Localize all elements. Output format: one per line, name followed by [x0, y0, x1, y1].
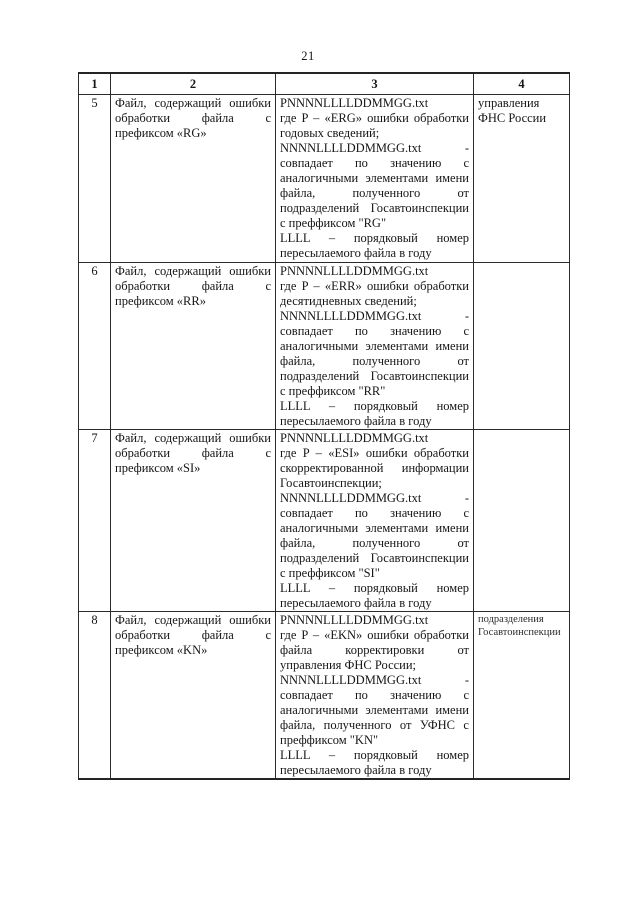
format-line: PNNNNLLLLDDMMGG.txt: [280, 264, 429, 278]
column-header-3: 3: [276, 73, 474, 95]
row-number-cell: 5: [79, 95, 111, 263]
format-line: где P – «EKN» ошибки обработки файла корректировки от управления ФНС России;: [280, 628, 469, 672]
description-text: Файл, содержащий ошибки обработки файла с префиксом «SI»: [115, 431, 271, 475]
format-line: NNNNLLLLDDMMGG.txt - совпадает по значению с аналогичными элементами имени файла, полученного от УФНС с преффиксом "KN": [280, 673, 469, 747]
format-line: где P – «ERR» ошибки обработки десятидневных сведений;: [280, 279, 469, 308]
table-header: [79, 73, 570, 95]
row-number-cell: 6: [79, 263, 111, 430]
format-line: LLLL – порядковый номер пересылаемого файла в году: [280, 231, 469, 260]
format-line: где P – «ESI» ошибки обработки скорректированной информации Госавтоинспекции;: [280, 446, 469, 490]
table-row: [79, 612, 570, 780]
column-header-1: 1: [79, 73, 111, 95]
format-line: PNNNNLLLLDDMMGG.txt: [280, 431, 429, 445]
description-cell: [111, 612, 276, 780]
description-text: Файл, содержащий ошибки обработки файла с префиксом «RR»: [115, 264, 271, 308]
format-cell: [276, 612, 474, 780]
format-line: LLLL – порядковый номер пересылаемого файла в году: [280, 399, 469, 428]
table-body: [79, 95, 570, 780]
format-cell: [276, 95, 474, 263]
table-row: [79, 95, 570, 263]
row-number-cell: 8: [79, 612, 111, 780]
format-line: PNNNNLLLLDDMMGG.txt: [280, 613, 429, 627]
recipient-cell: [474, 263, 570, 430]
column-header-2: 2: [111, 73, 276, 95]
file-errors-table: [78, 72, 570, 780]
recipient-cell: [474, 612, 570, 780]
recipient-cell: [474, 95, 570, 263]
recipient-cell: [474, 430, 570, 612]
page-number: 21: [301, 49, 315, 63]
format-line: LLLL – порядковый номер пересылаемого файла в году: [280, 748, 469, 777]
format-line: NNNNLLLLDDMMGG.txt - совпадает по значению с аналогичными элементами имени файла, полученного от подразделений Госавтоинспекции с преффиксом "RR": [280, 309, 469, 398]
header-row: [79, 73, 570, 95]
row-number-cell: 7: [79, 430, 111, 612]
format-cell: [276, 430, 474, 612]
description-cell: [111, 263, 276, 430]
description-cell: [111, 430, 276, 612]
table-row: [79, 430, 570, 612]
column-header-4: 4: [474, 73, 570, 95]
description-text: Файл, содержащий ошибки обработки файла с префиксом «KN»: [115, 613, 271, 657]
table-row: [79, 263, 570, 430]
format-line: NNNNLLLLDDMMGG.txt - совпадает по значению с аналогичными элементами имени файла, полученного от подразделений Госавтоинспекции с преффиксом "SI": [280, 491, 469, 580]
recipient-text: управления ФНС России: [478, 96, 547, 125]
format-line: где P – «ERG» ошибки обработки годовых сведений;: [280, 111, 469, 140]
format-line: NNNNLLLLDDMMGG.txt - совпадает по значению с аналогичными элементами имени файла, полученного от подразделений Госавтоинспекции с преффиксом "RG": [280, 141, 469, 230]
description-cell: [111, 95, 276, 263]
format-cell: [276, 263, 474, 430]
format-line: LLLL – порядковый номер пересылаемого файла в году: [280, 581, 469, 610]
recipient-text: подразделения Госавтоинспекции: [478, 614, 561, 638]
format-line: PNNNNLLLLDDMMGG.txt: [280, 96, 429, 110]
description-text: Файл, содержащий ошибки обработки файла с префиксом «RG»: [115, 96, 271, 140]
